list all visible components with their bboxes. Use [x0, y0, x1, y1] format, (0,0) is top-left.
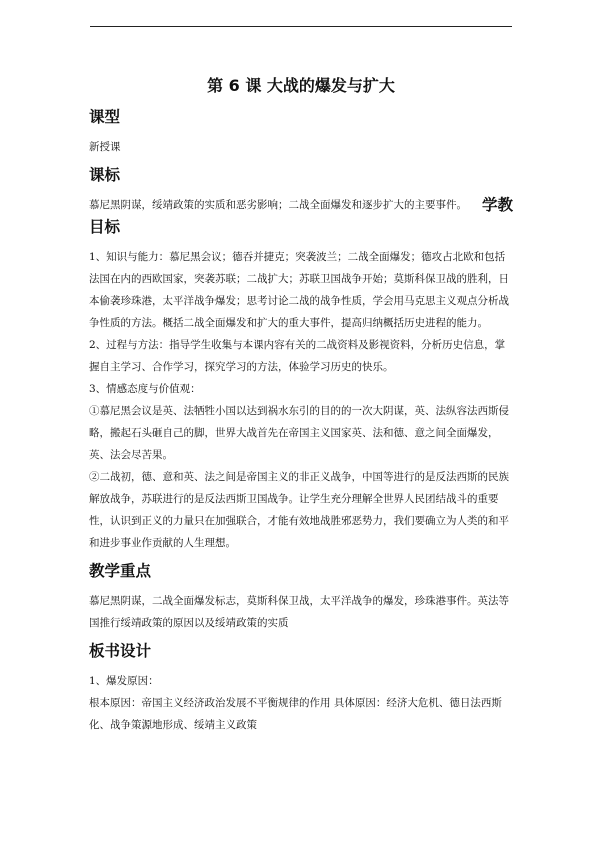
board-item-1: 1、爆发原因：: [89, 675, 159, 687]
goals-paragraph-3: 3、情感态度与价值观：: [89, 383, 201, 395]
section-heading-lesson-type: 课型: [89, 108, 121, 126]
standard-text: 慕尼黑阴谋，绥靖政策的实质和恶劣影响；二战全面爆发和逐步扩大的主要事件。: [89, 199, 467, 211]
standard-paragraph: [89, 194, 513, 216]
lesson-type-text: 新授课: [89, 141, 121, 153]
section-heading-board-design: 板书设计: [89, 642, 152, 660]
key-points-text: 慕尼黑阴谋，二战全面爆发标志，莫斯科保卫战，太平洋战争的爆发，珍珠港事件。英法等国推行绥靖政策的原因以及绥靖政策的实质: [89, 595, 509, 629]
section-heading-key-points: 教学重点: [89, 562, 152, 580]
document-page: [89, 74, 513, 736]
board-item-1-detail: 根本原因：帝国主义经济政治发展不平衡规律的作用 具体原因：经济大危机、德日法西斯化、战争策源地形成、绥靖主义政策: [89, 697, 502, 731]
goals-paragraph-2: 2、过程与方法：指导学生收集与本课内容有关的二战资料及影视资料，分析历史信息，掌握自主学习、合作学习，探究学习的方法，体验学习历史的快乐。: [89, 339, 506, 373]
section-heading-standard: 课标: [89, 166, 121, 184]
goals-paragraph-5: ②二战初，德、意和英、法之间是帝国主义的非正义战争，中国等进行的是反法西斯的民族解放战争，苏联进行的是反法西斯卫国战争。让学生充分理解全世界人民团结战斗的重要性，认识到正义的力量只在加强联合，才能有效地战胜邪恶势力，我们要确立为人类的和平和进步事业作贡献的人生理想。: [89, 471, 509, 549]
inline-heading-learning: 学教: [481, 196, 513, 214]
goals-paragraph-1: 1、知识与能力：慕尼黑会议；德吞并捷克；突袭波兰；二战全面爆发；德攻占北欧和包括法国在内的西欧国家，突袭苏联；二战扩大；苏联卫国战争开始；莫斯科保卫战的胜利，日本偷袭珍珠港，太平洋战争爆发；思考讨论二战的战争性质，学会用马克思主义观点分析战争性质的方法。概括二战全面爆发和扩大的重大事件，提高归纳概括历史进程的能力。: [89, 251, 509, 329]
page-title: 第 6 课 大战的爆发与扩大: [207, 76, 395, 95]
header-rule: [90, 26, 512, 27]
section-heading-goals: 目标: [89, 218, 121, 236]
goals-paragraph-4: ①慕尼黑会议是英、法牺牲小国以达到祸水东引的目的的一次大阴谋，英、法纵容法西斯侵略，搬起石头砸自己的脚，世界大战首先在帝国主义国家英、法和德、意之间全面爆发，英、法会尽苦果。: [89, 405, 509, 461]
